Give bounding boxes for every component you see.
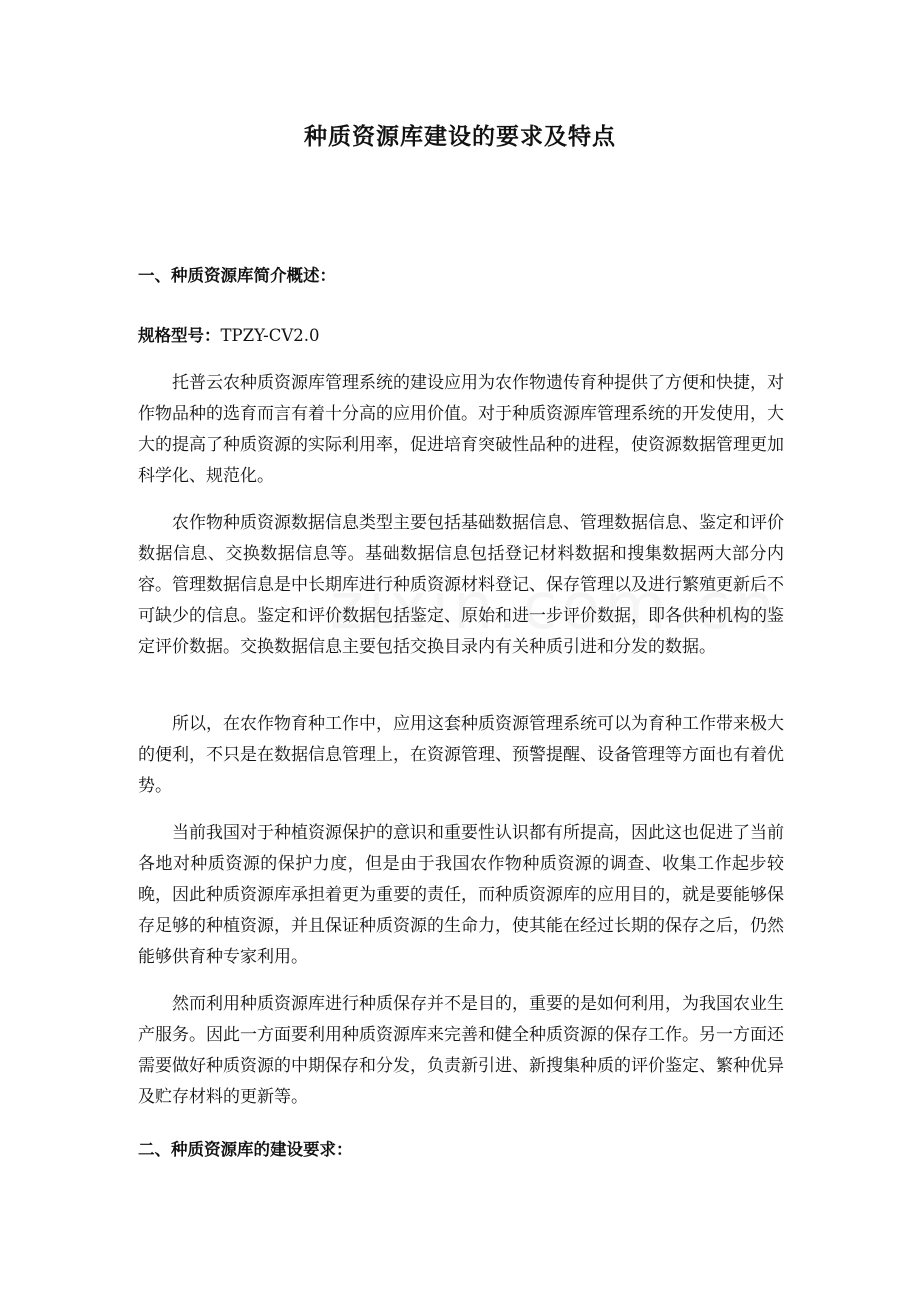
section-heading-overview: 一、种质资源库简介概述： — [138, 266, 336, 285]
model-label: 规格型号： — [138, 326, 221, 345]
paragraph-4: 当前我国对于种植资源保护的意识和重要性认识都有所提高，因此这也促进了当前各地对种质资源的保护力度，但是由于我国农作物种质资源的调查、收集工作起步较晚，因此种质资源库承担着更为重要的责任，而种质资源库的应用目的，就是要能够保存足够的种植资源，并且保证种质资源的生命力，使其能在经过长期的保存之后，仍然能够供育种专家利用。 — [138, 823, 784, 967]
paragraph-1: 托普云农种质资源库管理系统的建设应用为农作物遗传育种提供了方便和快捷，对作物品种的选育而言有着十分高的应用价值。对于种质资源库管理系统的开发使用，大大的提高了种质资源的实际利用率，促进培育突破性品种的进程，使资源数据管理更加科学化、规范化。 — [138, 373, 784, 486]
paragraph-5: 然而利用种质资源库进行种质保存并不是目的，重要的是如何利用，为我国农业生产服务。因此一方面要利用种质资源库来完善和健全种质资源的保存工作。另一方面还需要做好种质资源的中期保存和分发，负责新引进、新搜集种质的评价鉴定、繁种优异及贮存材料的更新等。 — [138, 994, 784, 1107]
document-title: 种质资源库建设的要求及特点 — [304, 123, 616, 150]
paragraph-2: 农作物种质资源数据信息类型主要包括基础数据信息、管理数据信息、鉴定和评价数据信息、交换数据信息等。基础数据信息包括登记材料数据和搜集数据两大部分内容。管理数据信息是中长期库进行种质资源材料登记、保存管理以及进行繁殖更新后不可缺少的信息。鉴定和评价数据包括鉴定、原始和进一步评价数据，即各供种机构的鉴定评价数据。交换数据信息主要包括交换目录内有关种质引进和分发的数据。 — [138, 513, 784, 657]
model-value: TPZY-CV2.0 — [220, 326, 320, 345]
model-line — [138, 322, 320, 346]
paragraph-3: 所以，在农作物育种工作中，应用这套种质资源管理系统可以为育种工作带来极大的便利，不只是在数据信息管理上，在资源管理、预警提醒、设备管理等方面也有着优势。 — [138, 714, 784, 796]
section-heading-requirements: 二、种质资源库的建设要求： — [138, 1140, 353, 1159]
